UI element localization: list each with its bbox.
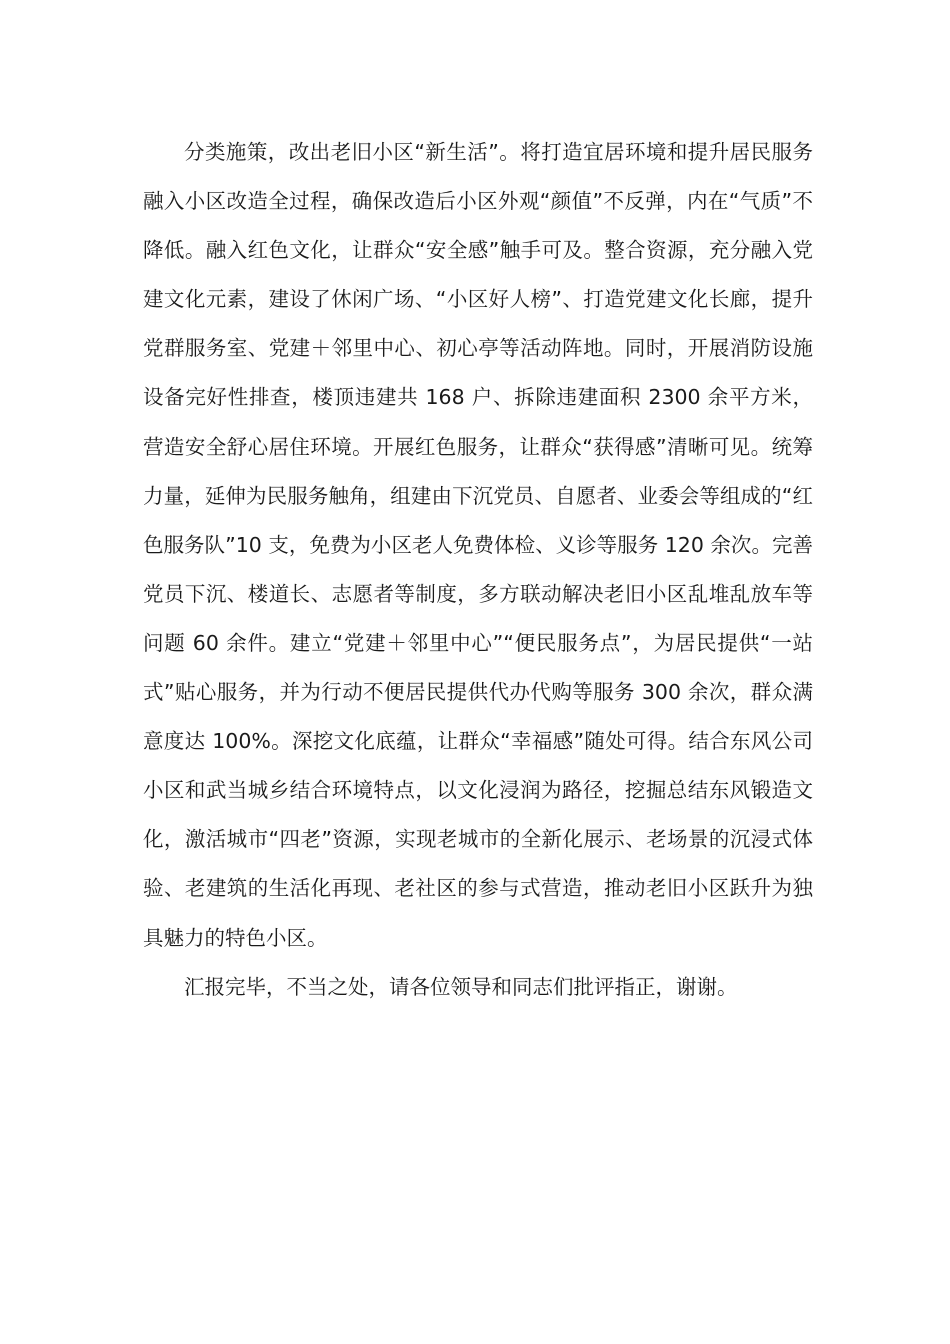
paragraph-closing: 汇报完毕，不当之处，请各位领导和同志们批评指正，谢谢。 [184, 974, 738, 999]
document-body [143, 128, 813, 1012]
paragraph-main: 分类施策，改出老旧小区“新生活”。将打造宜居环境和提升居民服务融入小区改造全过程，确保改造后小区外观“颜值”不反弹，内在“气质”不降低。融入红色文化，让群众“安全感”触手可及。整合资源，充分融入党建文化元素，建设了休闲广场、“小区好人榜”、打造党建文化长廊，提升党群服务室、党建＋邻里中心、初心亭等活动阵地。同时，开展消防设施设备完好性排查，楼顶违建共 168 户、拆除违建面积 2300 余平方米，营造安全舒心居住环境。开展红色服务，让群众“获得感”清晰可见。统筹力量，延伸为民服务触角，组建由下沉党员、自愿者、业委会等组成的“红色服务队”10 支，免费为小区老人免费体检、义诊等服务 120 余次。完善党员下沉、楼道长、志愿者等制度，多方联动解决老旧小区乱堆乱放车等问题 60 余件。建立“党建＋邻里中心”“便民服务点”，为居民提供“一站式”贴心服务，并为行动不便居民提供代办代购等服务 300 余次，群众满意度达 100%。深挖文化底蕴，让群众“幸福感”随处可得。结合东风公司小区和武当城乡结合环境特点，以文化浸润为路径，挖掘总结东风锻造文化，激活城市“四老”资源，实现老城市的全新化展示、老场景的沉浸式体验、老建筑的生活化再现、老社区的参与式营造，推动老旧小区跃升为独具魅力的特色小区。 [143, 140, 813, 950]
